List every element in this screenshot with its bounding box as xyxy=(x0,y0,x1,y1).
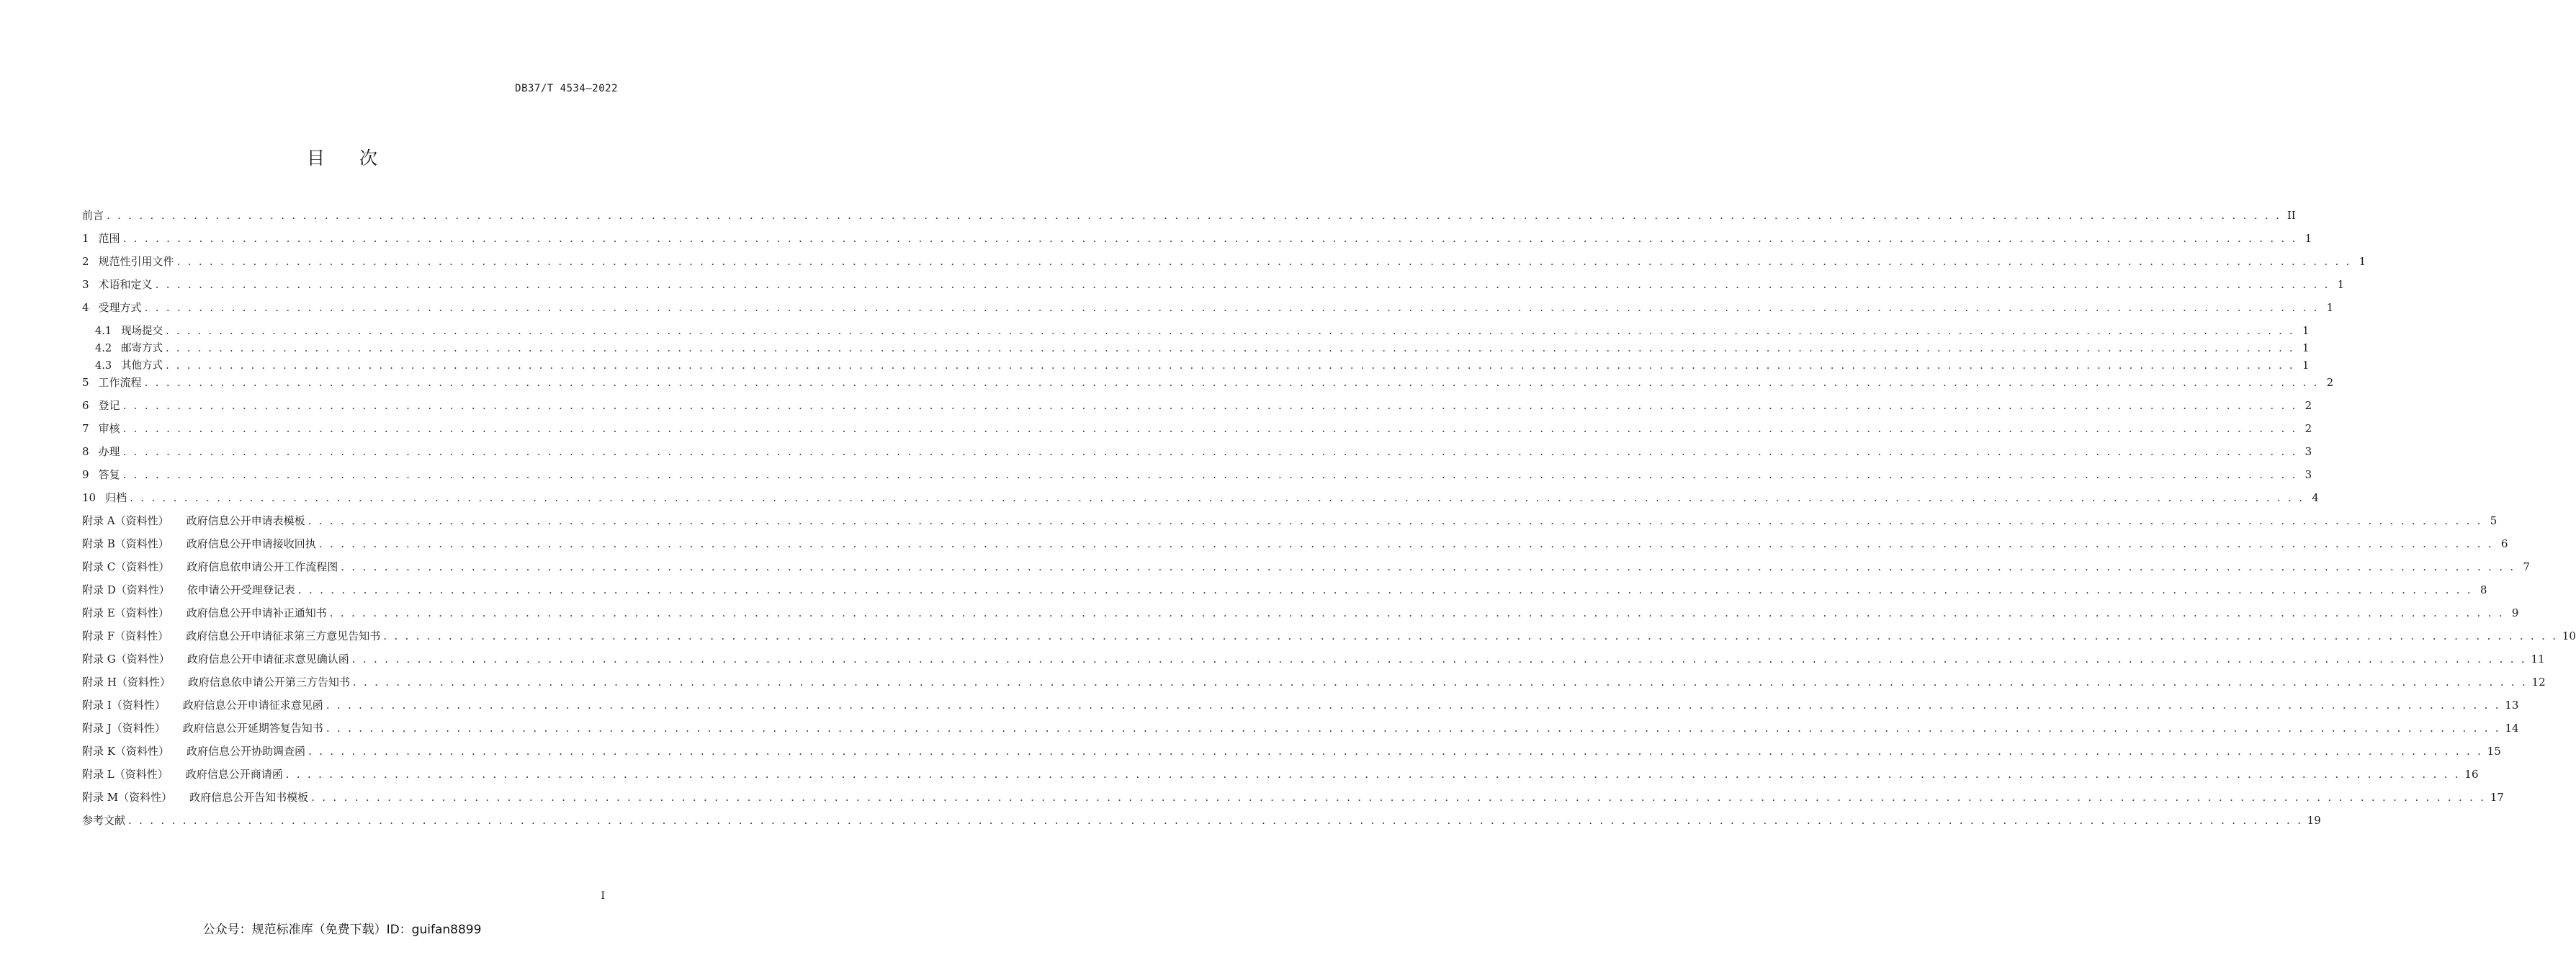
page-number: I xyxy=(601,890,605,902)
toc-entry[interactable] xyxy=(82,398,2312,421)
toc-entry-page: 1 xyxy=(2305,232,2312,245)
toc-entry-label: 政府信息依申请公开第三方告知书 xyxy=(187,676,350,689)
toc-entry[interactable] xyxy=(82,277,2345,300)
toc-entry-label: 政府信息公开延期答复告知书 xyxy=(182,722,323,735)
toc-entry-number: 附录 F（资料性） xyxy=(82,629,169,642)
toc-leader-dots: . . . . . . . . . . . . . . . . . . . . . . . . . . . . . . . . . . . . . . . . . . . . . . . . . . . . . . . . . . . . . . . . . . . . . . . . . . . . . . . . . . . . . . . . . . . . . . . . . . . . . . . . . . . . . . . . . . . . . . . . . . . . . . . . . . . . . . . . . . . . . . . . . . . . . . . . . . . . . . . . . . . . . . . . . . . . . . . . . . . . . . . . . . . . . . . . . . . . . . . . xyxy=(297,583,2473,596)
toc-entry-number: 10 xyxy=(82,491,97,504)
toc-leader-dots: . . . . . . . . . . . . . . . . . . . . . . . . . . . . . . . . . . . . . . . . . . . . . . . . . . . . . . . . . . . . . . . . . . . . . . . . . . . . . . . . . . . . . . . . . . . . . . . . . . . . . . . . . . . . . . . . . . . . . . . . . . . . . . . . . . . . . . . . . . . . . . . . . . . . . . . . . . . . . . . . . . . . . . . . . . . . . . . . . . . . . . . . . . . . . . . . . . . . . . . . xyxy=(144,376,2320,389)
toc-leader-dots: . . . . . . . . . . . . . . . . . . . . . . . . . . . . . . . . . . . . . . . . . . . . . . . . . . . . . . . . . . . . . . . . . . . . . . . . . . . . . . . . . . . . . . . . . . . . . . . . . . . . . . . . . . . . . . . . . . . . . . . . . . . . . . . . . . . . . . . . . . . . . . . . . . . . . . . . . . . . . . . . . . . . . . . . . . . . . . . . . . . . . . . . . . . . . . . . . . . . . . . . xyxy=(122,422,2298,435)
toc-leader-dots: . . . . . . . . . . . . . . . . . . . . . . . . . . . . . . . . . . . . . . . . . . . . . . . . . . . . . . . . . . . . . . . . . . . . . . . . . . . . . . . . . . . . . . . . . . . . . . . . . . . . . . . . . . . . . . . . . . . . . . . . . . . . . . . . . . . . . . . . . . . . . . . . . . . . . . . . . . . . . . . . . . . . . . . . . . . . . . . . . . . . . . . . . . . . . . . . . . . . . . . . xyxy=(166,360,2295,372)
toc-entry-label: 政府信息公开申请征求第三方意见告知书 xyxy=(186,629,381,642)
toc-leader-dots: . . . . . . . . . . . . . . . . . . . . . . . . . . . . . . . . . . . . . . . . . . . . . . . . . . . . . . . . . . . . . . . . . . . . . . . . . . . . . . . . . . . . . . . . . . . . . . . . . . . . . . . . . . . . . . . . . . . . . . . . . . . . . . . . . . . . . . . . . . . . . . . . . . . . . . . . . . . . . . . . . . . . . . . . . . . . . . . . . . . . . . . . . . . . . . . . . . . . . . . . xyxy=(130,491,2305,504)
toc-leader-dots: . . . . . . . . . . . . . . . . . . . . . . . . . . . . . . . . . . . . . . . . . . . . . . . . . . . . . . . . . . . . . . . . . . . . . . . . . . . . . . . . . . . . . . . . . . . . . . . . . . . . . . . . . . . . . . . . . . . . . . . . . . . . . . . . . . . . . . . . . . . . . . . . . . . . . . . . . . . . . . . . . . . . . . . . . . . . . . . . . . . . . . . . . . . . . . . . . . . . . . . . xyxy=(176,255,2352,268)
toc-entry[interactable] xyxy=(82,300,2334,323)
toc-entry-page: 4 xyxy=(2312,491,2319,504)
toc-leader-dots: . . . . . . . . . . . . . . . . . . . . . . . . . . . . . . . . . . . . . . . . . . . . . . . . . . . . . . . . . . . . . . . . . . . . . . . . . . . . . . . . . . . . . . . . . . . . . . . . . . . . . . . . . . . . . . . . . . . . . . . . . . . . . . . . . . . . . . . . . . . . . . . . . . . . . . . . . . . . . . . . . . . . . . . . . . . . . . . . . . . . . . . . . . . . . . . . . . . . . . . . xyxy=(166,326,2295,337)
toc-entry-page: 1 xyxy=(2302,326,2310,337)
toc-entry-label: 工作流程 xyxy=(98,376,142,389)
toc-entry-label: 政府信息公开申请征求意见确认函 xyxy=(187,653,349,666)
toc-entry-page: 2 xyxy=(2305,422,2312,435)
toc-entry[interactable] xyxy=(82,490,2319,513)
toc-entry-page: 8 xyxy=(2479,583,2487,596)
toc-entry-number: 附录 M（资料性） xyxy=(82,791,173,804)
toc-entry-page: 7 xyxy=(2523,560,2530,573)
toc-entry[interactable] xyxy=(82,207,2296,230)
toc-annex-entry[interactable] xyxy=(82,766,2479,789)
toc-entry-page: 1 xyxy=(2302,360,2310,372)
toc-entry-label: 政府信息公开协助调查函 xyxy=(186,745,305,758)
toc-leader-dots: . . . . . . . . . . . . . . . . . . . . . . . . . . . . . . . . . . . . . . . . . . . . . . . . . . . . . . . . . . . . . . . . . . . . . . . . . . . . . . . . . . . . . . . . . . . . . . . . . . . . . . . . . . . . . . . . . . . . . . . . . . . . . . . . . . . . . . . . . . . . . . . . . . . . . . . . . . . . . . . . . . . . . . . . . . . . . . . . . . . . . . . . . . . . . . . . . . . . . . . . xyxy=(341,560,2516,573)
toc-entry-label: 受理方式 xyxy=(98,301,142,314)
toc-entry-label: 政府信息依申请公开工作流程图 xyxy=(187,560,338,573)
toc-entry-label: 政府信息公开申请征求意见函 xyxy=(182,699,323,712)
toc-leader-dots: . . . . . . . . . . . . . . . . . . . . . . . . . . . . . . . . . . . . . . . . . . . . . . . . . . . . . . . . . . . . . . . . . . . . . . . . . . . . . . . . . . . . . . . . . . . . . . . . . . . . . . . . . . . . . . . . . . . . . . . . . . . . . . . . . . . . . . . . . . . . . . . . . . . . . . . . . . . . . . . . . . . . . . . . . . . . . . . . . . . . . . . . . . . . . . . . . . . . . . . . xyxy=(308,514,2483,527)
toc-entry-page: 15 xyxy=(2487,745,2501,758)
toc-leader-dots: . . . . . . . . . . . . . . . . . . . . . . . . . . . . . . . . . . . . . . . . . . . . . . . . . . . . . . . . . . . . . . . . . . . . . . . . . . . . . . . . . . . . . . . . . . . . . . . . . . . . . . . . . . . . . . . . . . . . . . . . . . . . . . . . . . . . . . . . . . . . . . . . . . . . . . . . . . . . . . . . . . . . . . . . . . . . . . . . . . . . . . . . . . . . . . . . . . . . . . . . xyxy=(311,791,2486,804)
toc-entry-number: 附录 K（资料性） xyxy=(82,745,169,758)
toc-entry-number: 4 xyxy=(82,301,89,314)
toc-entry-page: 16 xyxy=(2464,768,2479,781)
toc-leader-dots: . . . . . . . . . . . . . . . . . . . . . . . . . . . . . . . . . . . . . . . . . . . . . . . . . . . . . . . . . . . . . . . . . . . . . . . . . . . . . . . . . . . . . . . . . . . . . . . . . . . . . . . . . . . . . . . . . . . . . . . . . . . . . . . . . . . . . . . . . . . . . . . . . . . . . . . . . . . . . . . . . . . . . . . . . . . . . . . . . . . . . . . . . . . . . . . . . . . . . . . . xyxy=(122,399,2298,412)
toc-leader-dots: . . . . . . . . . . . . . . . . . . . . . . . . . . . . . . . . . . . . . . . . . . . . . . . . . . . . . . . . . . . . . . . . . . . . . . . . . . . . . . . . . . . . . . . . . . . . . . . . . . . . . . . . . . . . . . . . . . . . . . . . . . . . . . . . . . . . . . . . . . . . . . . . . . . . . . . . . . . . . . . . . . . . . . . . . . . . . . . . . . . . . . . . . . . . . . . . . . . . . . . . xyxy=(122,468,2298,481)
toc-entry-number: 附录 B（资料性） xyxy=(82,537,169,550)
toc-subentry[interactable] xyxy=(82,357,2310,375)
toc-entry-page: 10 xyxy=(2562,629,2576,642)
toc-entry-label: 规范性引用文件 xyxy=(98,255,174,268)
toc-entry-page: 1 xyxy=(2302,343,2310,354)
toc-entry[interactable] xyxy=(82,421,2312,444)
toc-entry-label: 参考文献 xyxy=(82,814,126,827)
toc-entry-number: 7 xyxy=(82,422,89,435)
toc-entry-page: 1 xyxy=(2359,255,2366,268)
toc-entry-label: 登记 xyxy=(98,399,120,412)
toc-entry-page: 5 xyxy=(2490,514,2498,527)
toc-annex-entry[interactable] xyxy=(82,536,2508,559)
toc-entry-label: 归档 xyxy=(105,491,127,504)
toc-entry-label: 邮寄方式 xyxy=(121,343,163,354)
toc-entry-page: 1 xyxy=(2326,301,2334,314)
toc-annex-entry[interactable] xyxy=(82,789,2504,812)
toc-entry[interactable] xyxy=(82,444,2312,467)
toc-entry-label: 政府信息公开商请函 xyxy=(185,768,283,781)
toc-entry-number: 附录 I（资料性） xyxy=(82,699,166,712)
toc-entry[interactable] xyxy=(82,467,2312,490)
toc-entry-page: 9 xyxy=(2511,606,2519,619)
toc-entry-page: 2 xyxy=(2305,399,2312,412)
toc-leader-dots: . . . . . . . . . . . . . . . . . . . . . . . . . . . . . . . . . . . . . . . . . . . . . . . . . . . . . . . . . . . . . . . . . . . . . . . . . . . . . . . . . . . . . . . . . . . . . . . . . . . . . . . . . . . . . . . . . . . . . . . . . . . . . . . . . . . . . . . . . . . . . . . . . . . . . . . . . . . . . . . . . . . . . . . . . . . . . . . . . . . . . . . . . . . . . . . . . . . . . . . . xyxy=(383,629,2558,642)
toc-annex-entry[interactable] xyxy=(82,605,2519,628)
toc-entry-label: 现场提交 xyxy=(121,326,163,337)
toc-entry-page: 3 xyxy=(2305,445,2312,458)
table-of-contents xyxy=(82,207,2576,835)
toc-annex-entry[interactable] xyxy=(82,582,2487,605)
footer-watermark: 公众号：规范标准库（免费下载）ID：guifan8899 xyxy=(202,923,482,937)
toc-entry-number: 9 xyxy=(82,468,89,481)
toc-leader-dots: . . . . . . . . . . . . . . . . . . . . . . . . . . . . . . . . . . . . . . . . . . . . . . . . . . . . . . . . . . . . . . . . . . . . . . . . . . . . . . . . . . . . . . . . . . . . . . . . . . . . . . . . . . . . . . . . . . . . . . . . . . . . . . . . . . . . . . . . . . . . . . . . . . . . . . . . . . . . . . . . . . . . . . . . . . . . . . . . . . . . . . . . . . . . . . . . . . . . . . . . xyxy=(128,814,2303,827)
toc-entry-label: 政府信息公开申请接收回执 xyxy=(186,537,316,550)
toc-entry-number: 4.2 xyxy=(95,343,112,354)
toc-entry-number: 附录 D（资料性） xyxy=(82,583,170,596)
toc-entry-label: 审核 xyxy=(98,422,120,435)
toc-entry-page: 3 xyxy=(2305,468,2312,481)
toc-entry-number: 附录 E（资料性） xyxy=(82,606,169,619)
toc-entry-page: II xyxy=(2286,209,2296,222)
toc-entry-number: 附录 A（资料性） xyxy=(82,514,169,527)
toc-entry-page: 13 xyxy=(2505,699,2519,712)
toc-subentry[interactable] xyxy=(82,323,2310,340)
toc-leader-dots: . . . . . . . . . . . . . . . . . . . . . . . . . . . . . . . . . . . . . . . . . . . . . . . . . . . . . . . . . . . . . . . . . . . . . . . . . . . . . . . . . . . . . . . . . . . . . . . . . . . . . . . . . . . . . . . . . . . . . . . . . . . . . . . . . . . . . . . . . . . . . . . . . . . . . . . . . . . . . . . . . . . . . . . . . . . . . . . . . . . . . . . . . . . . . . . . . . . . . . . . xyxy=(308,745,2483,758)
toc-entry-label: 政府信息公开申请表模板 xyxy=(186,514,305,527)
toc-leader-dots: . . . . . . . . . . . . . . . . . . . . . . . . . . . . . . . . . . . . . . . . . . . . . . . . . . . . . . . . . . . . . . . . . . . . . . . . . . . . . . . . . . . . . . . . . . . . . . . . . . . . . . . . . . . . . . . . . . . . . . . . . . . . . . . . . . . . . . . . . . . . . . . . . . . . . . . . . . . . . . . . . . . . . . . . . . . . . . . . . . . . . . . . . . . . . . . . . . . . . . . . xyxy=(166,343,2295,354)
toc-entry-number: 5 xyxy=(82,376,89,389)
toc-entry[interactable] xyxy=(82,254,2366,277)
toc-entry-page: 12 xyxy=(2531,676,2546,689)
toc-entry-number: 附录 H（资料性） xyxy=(82,676,171,689)
page-title: 目次 xyxy=(306,148,412,169)
toc-annex-entry[interactable] xyxy=(82,651,2545,674)
toc-entry-label: 范围 xyxy=(98,232,120,245)
toc-leader-dots: . . . . . . . . . . . . . . . . . . . . . . . . . . . . . . . . . . . . . . . . . . . . . . . . . . . . . . . . . . . . . . . . . . . . . . . . . . . . . . . . . . . . . . . . . . . . . . . . . . . . . . . . . . . . . . . . . . . . . . . . . . . . . . . . . . . . . . . . . . . . . . . . . . . . . . . . . . . . . . . . . . . . . . . . . . . . . . . . . . . . . . . . . . . . . . . . . . . . . . . . xyxy=(326,699,2501,712)
toc-leader-dots: . . . . . . . . . . . . . . . . . . . . . . . . . . . . . . . . . . . . . . . . . . . . . . . . . . . . . . . . . . . . . . . . . . . . . . . . . . . . . . . . . . . . . . . . . . . . . . . . . . . . . . . . . . . . . . . . . . . . . . . . . . . . . . . . . . . . . . . . . . . . . . . . . . . . . . . . . . . . . . . . . . . . . . . . . . . . . . . . . . . . . . . . . . . . . . . . . . . . . . . . xyxy=(351,653,2527,666)
toc-leader-dots: . . . . . . . . . . . . . . . . . . . . . . . . . . . . . . . . . . . . . . . . . . . . . . . . . . . . . . . . . . . . . . . . . . . . . . . . . . . . . . . . . . . . . . . . . . . . . . . . . . . . . . . . . . . . . . . . . . . . . . . . . . . . . . . . . . . . . . . . . . . . . . . . . . . . . . . . . . . . . . . . . . . . . . . . . . . . . . . . . . . . . . . . . . . . . . . . . . . . . . . . xyxy=(122,232,2298,245)
toc-entry-label: 依申请公开受理登记表 xyxy=(187,583,295,596)
toc-entry[interactable] xyxy=(82,812,2321,835)
toc-annex-entry[interactable] xyxy=(82,697,2519,720)
toc-annex-entry[interactable] xyxy=(82,628,2576,651)
toc-subentry[interactable] xyxy=(82,340,2310,357)
toc-entry-number: 6 xyxy=(82,399,89,412)
toc-leader-dots: . . . . . . . . . . . . . . . . . . . . . . . . . . . . . . . . . . . . . . . . . . . . . . . . . . . . . . . . . . . . . . . . . . . . . . . . . . . . . . . . . . . . . . . . . . . . . . . . . . . . . . . . . . . . . . . . . . . . . . . . . . . . . . . . . . . . . . . . . . . . . . . . . . . . . . . . . . . . . . . . . . . . . . . . . . . . . . . . . . . . . . . . . . . . . . . . . . . . . . . . xyxy=(318,537,2494,550)
toc-entry-page: 19 xyxy=(2307,814,2321,827)
toc-entry-page: 11 xyxy=(2531,653,2545,666)
toc-leader-dots: . . . . . . . . . . . . . . . . . . . . . . . . . . . . . . . . . . . . . . . . . . . . . . . . . . . . . . . . . . . . . . . . . . . . . . . . . . . . . . . . . . . . . . . . . . . . . . . . . . . . . . . . . . . . . . . . . . . . . . . . . . . . . . . . . . . . . . . . . . . . . . . . . . . . . . . . . . . . . . . . . . . . . . . . . . . . . . . . . . . . . . . . . . . . . . . . . . . . . . . . xyxy=(155,278,2330,291)
toc-annex-entry[interactable] xyxy=(82,559,2530,582)
toc-entry-page: 14 xyxy=(2505,722,2519,735)
toc-entry-page: 17 xyxy=(2490,791,2504,804)
toc-entry-label: 办理 xyxy=(98,445,120,458)
toc-leader-dots: . . . . . . . . . . . . . . . . . . . . . . . . . . . . . . . . . . . . . . . . . . . . . . . . . . . . . . . . . . . . . . . . . . . . . . . . . . . . . . . . . . . . . . . . . . . . . . . . . . . . . . . . . . . . . . . . . . . . . . . . . . . . . . . . . . . . . . . . . . . . . . . . . . . . . . . . . . . . . . . . . . . . . . . . . . . . . . . . . . . . . . . . . . . . . . . . . . . . . . . . xyxy=(326,722,2501,735)
toc-entry-label: 其他方式 xyxy=(121,360,163,372)
toc-entry-label: 政府信息公开告知书模板 xyxy=(189,791,309,804)
toc-entry[interactable] xyxy=(82,230,2312,254)
toc-entry-number: 附录 G（资料性） xyxy=(82,653,170,666)
toc-entry-number: 附录 J（资料性） xyxy=(82,722,166,735)
toc-leader-dots: . . . . . . . . . . . . . . . . . . . . . . . . . . . . . . . . . . . . . . . . . . . . . . . . . . . . . . . . . . . . . . . . . . . . . . . . . . . . . . . . . . . . . . . . . . . . . . . . . . . . . . . . . . . . . . . . . . . . . . . . . . . . . . . . . . . . . . . . . . . . . . . . . . . . . . . . . . . . . . . . . . . . . . . . . . . . . . . . . . . . . . . . . . . . . . . . . . . . . . . . xyxy=(285,768,2461,781)
toc-entry-number: 1 xyxy=(82,232,89,245)
standard-code: DB37/T 4534—2022 xyxy=(515,83,618,94)
toc-annex-entry[interactable] xyxy=(82,513,2498,536)
toc-entry-number: 附录 L（资料性） xyxy=(82,768,169,781)
toc-entry[interactable] xyxy=(82,375,2334,398)
toc-leader-dots: . . . . . . . . . . . . . . . . . . . . . . . . . . . . . . . . . . . . . . . . . . . . . . . . . . . . . . . . . . . . . . . . . . . . . . . . . . . . . . . . . . . . . . . . . . . . . . . . . . . . . . . . . . . . . . . . . . . . . . . . . . . . . . . . . . . . . . . . . . . . . . . . . . . . . . . . . . . . . . . . . . . . . . . . . . . . . . . . . . . . . . . . . . . . . . . . . . . . . . . . xyxy=(107,209,2281,222)
toc-entry-label: 前言 xyxy=(82,209,104,222)
toc-entry-label: 答复 xyxy=(98,468,120,481)
toc-entry-number: 附录 C（资料性） xyxy=(82,560,170,573)
toc-entry-number: 4.1 xyxy=(95,326,112,337)
toc-entry-number: 2 xyxy=(82,255,89,268)
toc-leader-dots: . . . . . . . . . . . . . . . . . . . . . . . . . . . . . . . . . . . . . . . . . . . . . . . . . . . . . . . . . . . . . . . . . . . . . . . . . . . . . . . . . . . . . . . . . . . . . . . . . . . . . . . . . . . . . . . . . . . . . . . . . . . . . . . . . . . . . . . . . . . . . . . . . . . . . . . . . . . . . . . . . . . . . . . . . . . . . . . . . . . . . . . . . . . . . . . . . . . . . . . . xyxy=(329,606,2505,619)
toc-annex-entry[interactable] xyxy=(82,720,2519,743)
toc-annex-entry[interactable] xyxy=(82,674,2546,697)
toc-entry-label: 术语和定义 xyxy=(98,278,153,291)
toc-entry-page: 1 xyxy=(2337,278,2345,291)
toc-entry-label: 政府信息公开申请补正通知书 xyxy=(186,606,327,619)
toc-leader-dots: . . . . . . . . . . . . . . . . . . . . . . . . . . . . . . . . . . . . . . . . . . . . . . . . . . . . . . . . . . . . . . . . . . . . . . . . . . . . . . . . . . . . . . . . . . . . . . . . . . . . . . . . . . . . . . . . . . . . . . . . . . . . . . . . . . . . . . . . . . . . . . . . . . . . . . . . . . . . . . . . . . . . . . . . . . . . . . . . . . . . . . . . . . . . . . . . . . . . . . . . xyxy=(122,445,2298,458)
toc-entry-number: 4.3 xyxy=(95,360,112,372)
toc-leader-dots: . . . . . . . . . . . . . . . . . . . . . . . . . . . . . . . . . . . . . . . . . . . . . . . . . . . . . . . . . . . . . . . . . . . . . . . . . . . . . . . . . . . . . . . . . . . . . . . . . . . . . . . . . . . . . . . . . . . . . . . . . . . . . . . . . . . . . . . . . . . . . . . . . . . . . . . . . . . . . . . . . . . . . . . . . . . . . . . . . . . . . . . . . . . . . . . . . . . . . . . . xyxy=(352,676,2528,689)
toc-entry-page: 2 xyxy=(2326,376,2334,389)
toc-leader-dots: . . . . . . . . . . . . . . . . . . . . . . . . . . . . . . . . . . . . . . . . . . . . . . . . . . . . . . . . . . . . . . . . . . . . . . . . . . . . . . . . . . . . . . . . . . . . . . . . . . . . . . . . . . . . . . . . . . . . . . . . . . . . . . . . . . . . . . . . . . . . . . . . . . . . . . . . . . . . . . . . . . . . . . . . . . . . . . . . . . . . . . . . . . . . . . . . . . . . . . . . xyxy=(144,301,2320,314)
toc-entry-number: 8 xyxy=(82,445,89,458)
toc-annex-entry[interactable] xyxy=(82,743,2501,766)
toc-entry-page: 6 xyxy=(2500,537,2508,550)
toc-entry-number: 3 xyxy=(82,278,89,291)
